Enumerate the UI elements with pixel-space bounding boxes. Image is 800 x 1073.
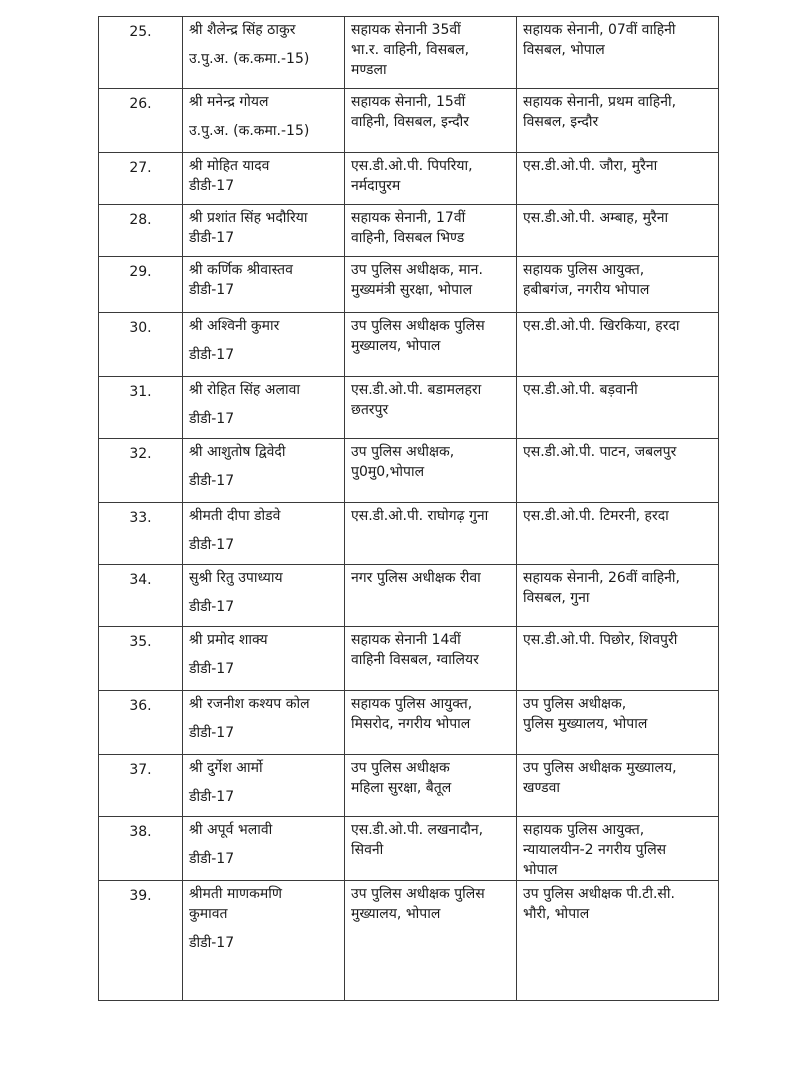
new-posting-line: उप पुलिस अधीक्षक, [523,696,627,712]
new-posting-line: विसबल, इन्दौर [523,114,599,130]
new-posting-cell [517,17,719,89]
officer-batch: डीडी-17 [189,789,235,805]
officer-batch: डीडी-17 [189,851,235,867]
current-posting-cell [345,755,517,817]
table-row [99,565,719,627]
table-row [99,153,719,205]
officer-batch: डीडी-17 [189,473,235,489]
current-posting-line: मण्डला [351,62,387,78]
officer-name: श्री रोहित सिंह अलावा [189,382,301,398]
new-posting-line: भौरी, भोपाल [523,906,590,922]
officer-name-cell [183,755,345,817]
new-posting-cell [517,503,719,565]
new-posting-line: उप पुलिस अधीक्षक मुख्यालय, [523,760,677,776]
current-posting-cell [345,205,517,257]
current-posting-line: नगर पुलिस अधीक्षक रीवा [351,570,481,586]
current-posting-line: उप पुलिस अधीक्षक पुलिस [351,886,485,902]
officer-name-cell [183,691,345,755]
serial-number: 30. [99,313,183,377]
current-posting-cell [345,503,517,565]
transfer-table-body [99,17,719,1001]
officer-name-cell [183,503,345,565]
new-posting-line: सहायक पुलिस आयुक्त, [523,262,645,278]
officer-name: श्री दुर्गेश आर्मो [189,760,263,776]
table-row [99,439,719,503]
table-row [99,817,719,881]
current-posting-cell [345,439,517,503]
serial-number: 35. [99,627,183,691]
new-posting-line: एस.डी.ओ.पी. पिछोर, शिवपुरी [523,632,678,648]
table-row [99,257,719,313]
officer-name-cell [183,89,345,153]
serial-number: 32. [99,439,183,503]
current-posting-cell [345,89,517,153]
new-posting-line: न्यायालयीन-2 नगरीय पुलिस [523,842,667,858]
officer-batch: डीडी-17 [189,935,235,951]
new-posting-cell [517,691,719,755]
officer-name: श्री कर्णिक श्रीवास्तव [189,262,293,278]
officer-batch: डीडी-17 [189,411,235,427]
new-posting-line: पुलिस मुख्यालय, भोपाल [523,716,648,732]
officer-batch: डीडी-17 [189,230,235,246]
table-row [99,755,719,817]
current-posting-line: वाहिनी, विसबल भिण्ड [351,230,465,246]
current-posting-line: एस.डी.ओ.पी. राघोगढ़ गुना [351,508,489,524]
serial-number: 36. [99,691,183,755]
current-posting-line: उप पुलिस अधीक्षक पुलिस [351,318,485,334]
current-posting-line: सहायक सेनानी, 15वीं [351,94,466,110]
current-posting-line: पु0मु0,भोपाल [351,464,425,480]
table-row [99,17,719,89]
officer-batch: डीडी-17 [189,537,235,553]
current-posting-line: एस.डी.ओ.पी. पिपरिया, [351,158,473,174]
current-posting-line: सहायक सेनानी, 17वीं [351,210,466,226]
new-posting-line: हबीबगंज, नगरीय भोपाल [523,282,650,298]
current-posting-line: मुख्यालय, भोपाल [351,906,441,922]
current-posting-line: वाहिनी, विसबल, इन्दौर [351,114,470,130]
officer-name: सुश्री रितु उपाध्याय [189,570,283,586]
current-posting-cell [345,817,517,881]
serial-number: 34. [99,565,183,627]
table-row [99,205,719,257]
new-posting-line: खण्डवा [523,780,561,796]
current-posting-cell [345,881,517,1001]
new-posting-cell [517,881,719,1001]
new-posting-line: विसबल, भोपाल [523,42,605,58]
officer-name-cell [183,313,345,377]
table-row [99,313,719,377]
current-posting-line: महिला सुरक्षा, बैतूल [351,780,452,796]
new-posting-line: एस.डी.ओ.पी. टिमरनी, हरदा [523,508,669,524]
officer-batch: डीडी-17 [189,661,235,677]
current-posting-cell [345,565,517,627]
new-posting-cell [517,313,719,377]
officer-name-cell [183,153,345,205]
officer-name-cell [183,565,345,627]
officer-name: श्रीमती माणकमणि [189,886,282,902]
officer-name: श्रीमती दीपा डोडवे [189,508,281,524]
transfer-table [98,16,719,1001]
current-posting-line: मिसरोद, नगरीय भोपाल [351,716,471,732]
new-posting-line: एस.डी.ओ.पी. अम्बाह, मुरैना [523,210,669,226]
officer-name: कुमावत [189,906,228,922]
serial-number: 33. [99,503,183,565]
new-posting-line: विसबल, गुना [523,590,590,606]
officer-batch: डीडी-17 [189,347,235,363]
new-posting-cell [517,817,719,881]
serial-number: 31. [99,377,183,439]
table-row [99,503,719,565]
officer-name-cell [183,627,345,691]
current-posting-cell [345,153,517,205]
current-posting-cell [345,627,517,691]
serial-number: 38. [99,817,183,881]
new-posting-cell [517,755,719,817]
officer-name-cell [183,439,345,503]
new-posting-line: सहायक पुलिस आयुक्त, [523,822,645,838]
current-posting-line: छतरपुर [351,402,389,418]
officer-name-cell [183,205,345,257]
current-posting-line: सहायक पुलिस आयुक्त, [351,696,473,712]
officer-name: श्री मोहित यादव [189,158,270,174]
officer-name: श्री अश्विनी कुमार [189,318,280,334]
current-posting-line: मुख्यालय, भोपाल [351,338,441,354]
current-posting-cell [345,17,517,89]
new-posting-cell [517,257,719,313]
current-posting-line: नर्मदापुरम [351,178,401,194]
new-posting-cell [517,205,719,257]
officer-name-cell [183,881,345,1001]
officer-batch: उ.पु.अ. (क.कमा.-15) [189,51,310,67]
officer-name-cell [183,17,345,89]
new-posting-line: एस.डी.ओ.पी. पाटन, जबलपुर [523,444,677,460]
officer-name: श्री प्रमोद शाक्य [189,632,268,648]
table-row [99,881,719,1001]
current-posting-line: भा.र. वाहिनी, विसबल, [351,42,470,58]
new-posting-line: एस.डी.ओ.पी. जौरा, मुरैना [523,158,658,174]
officer-name: श्री शैलेन्द्र सिंह ठाकुर [189,22,296,38]
new-posting-line: भोपाल [523,862,558,878]
officer-batch: डीडी-17 [189,178,235,194]
current-posting-line: एस.डी.ओ.पी. लखनादौन, [351,822,484,838]
serial-number: 28. [99,205,183,257]
new-posting-cell [517,89,719,153]
current-posting-cell [345,691,517,755]
officer-batch: डीडी-17 [189,282,235,298]
serial-number: 26. [99,89,183,153]
serial-number: 27. [99,153,183,205]
new-posting-line: उप पुलिस अधीक्षक पी.टी.सी. [523,886,675,902]
officer-name-cell [183,817,345,881]
new-posting-line: सहायक सेनानी, प्रथम वाहिनी, [523,94,677,110]
serial-number: 29. [99,257,183,313]
serial-number: 37. [99,755,183,817]
new-posting-line: एस.डी.ओ.पी. बड़वानी [523,382,638,398]
table-row [99,377,719,439]
current-posting-line: उप पुलिस अधीक्षक [351,760,450,776]
table-row [99,627,719,691]
new-posting-line: एस.डी.ओ.पी. खिरकिया, हरदा [523,318,680,334]
new-posting-cell [517,565,719,627]
current-posting-cell [345,313,517,377]
current-posting-line: सहायक सेनानी 35वीं [351,22,461,38]
current-posting-cell [345,377,517,439]
current-posting-line: उप पुलिस अधीक्षक, मान. [351,262,483,278]
officer-name: श्री आशुतोष द्विवेदी [189,444,286,460]
current-posting-line: सहायक सेनानी 14वीं [351,632,461,648]
current-posting-line: वाहिनी विसबल, ग्वालियर [351,652,479,668]
officer-batch: उ.पु.अ. (क.कमा.-15) [189,123,310,139]
officer-batch: डीडी-17 [189,725,235,741]
serial-number: 25. [99,17,183,89]
table-row [99,89,719,153]
current-posting-line: सिवनी [351,842,384,858]
current-posting-line: उप पुलिस अधीक्षक, [351,444,455,460]
officer-name: श्री प्रशांत सिंह भदौरिया [189,210,308,226]
officer-name: श्री मनेन्द्र गोयल [189,94,269,110]
new-posting-line: सहायक सेनानी, 26वीं वाहिनी, [523,570,680,586]
current-posting-cell [345,257,517,313]
serial-number: 39. [99,881,183,1001]
officer-name-cell [183,377,345,439]
current-posting-line: मुख्यमंत्री सुरक्षा, भोपाल [351,282,473,298]
current-posting-line: एस.डी.ओ.पी. बडामलहरा [351,382,482,398]
new-posting-line: सहायक सेनानी, 07वीं वाहिनी [523,22,676,38]
table-row [99,691,719,755]
officer-name-cell [183,257,345,313]
officer-batch: डीडी-17 [189,599,235,615]
new-posting-cell [517,627,719,691]
new-posting-cell [517,153,719,205]
new-posting-cell [517,377,719,439]
new-posting-cell [517,439,719,503]
officer-name: श्री रजनीश कश्यप कोल [189,696,310,712]
officer-name: श्री अपूर्व भलावी [189,822,273,838]
